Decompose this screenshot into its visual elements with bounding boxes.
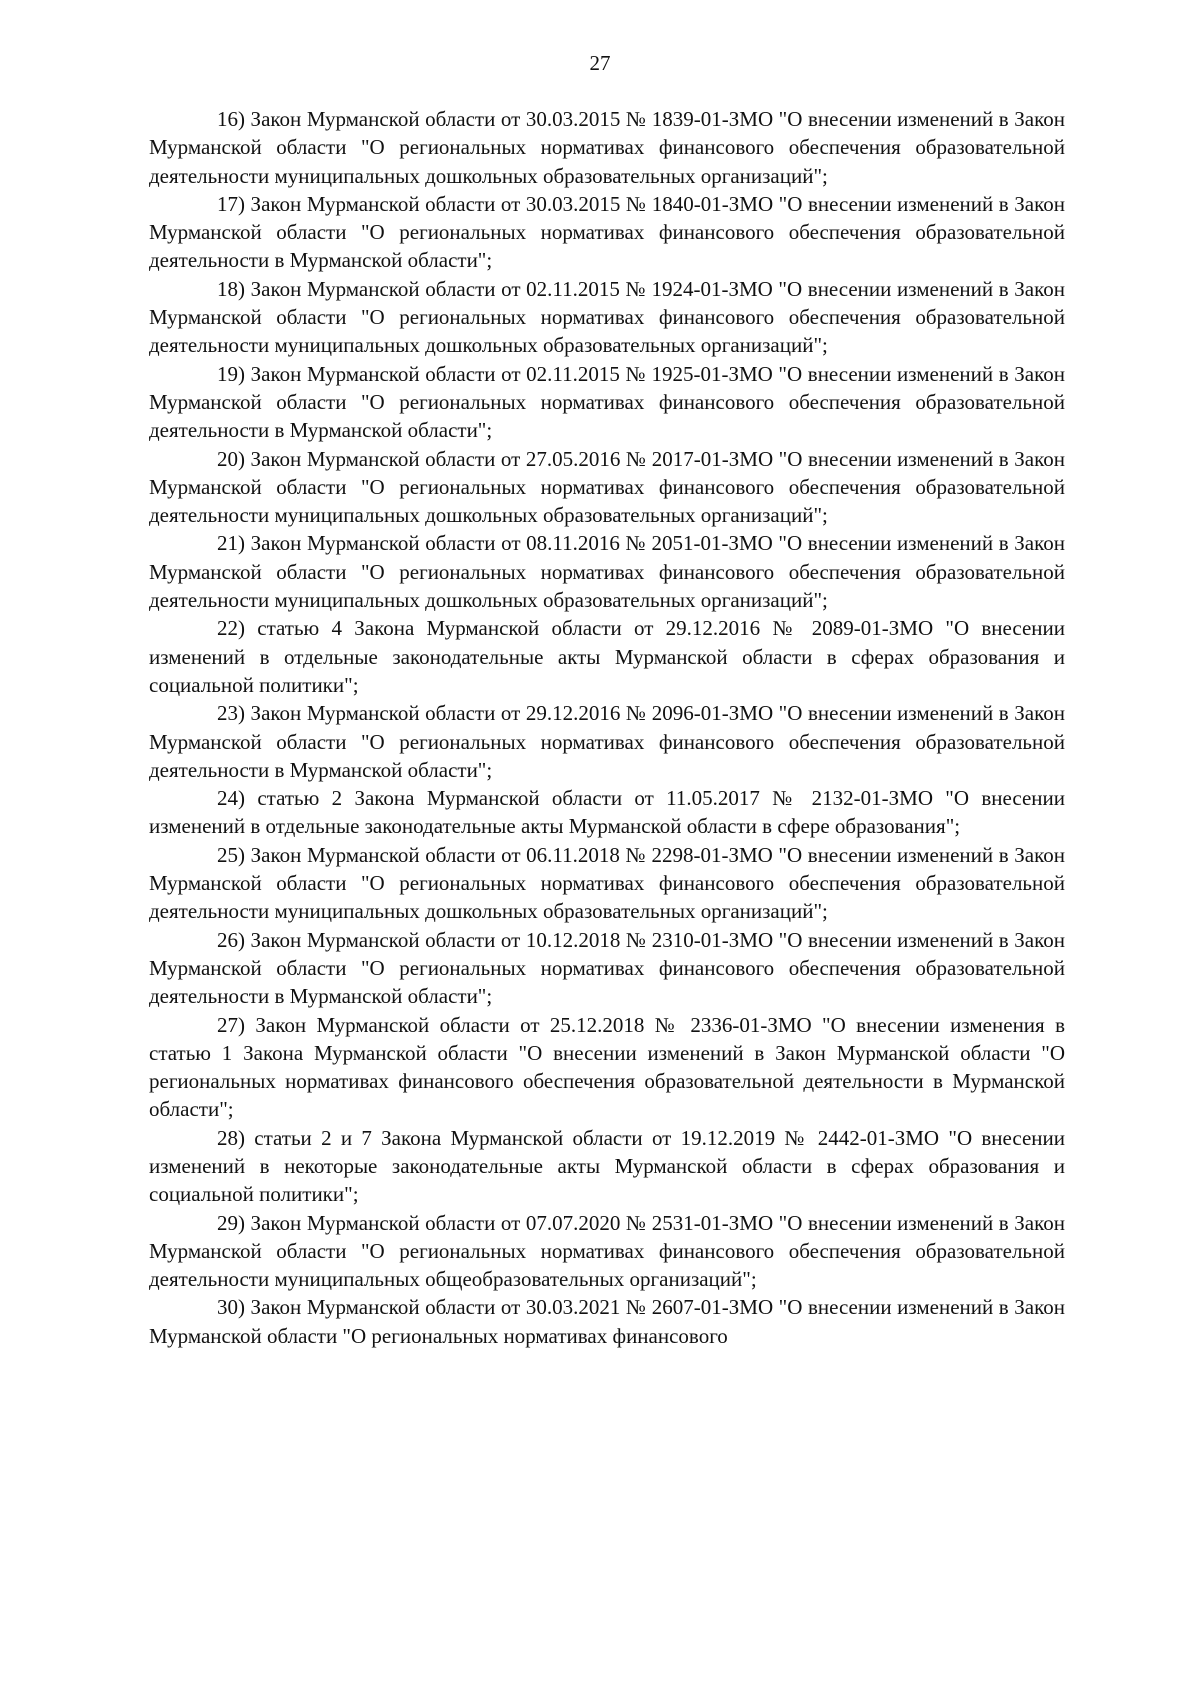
- list-item: 18) Закон Мурманской области от 02.11.2015 № 1924-01-ЗМО "О внесении изменений в Закон Мурманской области "О региональных нормативах финансового обеспечения образовательной деятельности муниципальных дошкольных образовательных организаций";: [149, 276, 1065, 358]
- list-item: 24) статью 2 Закона Мурманской области от 11.05.2017 № 2132-01-ЗМО "О внесении изменений в отдельные законодательные акты Мурманской области в сфере образования";: [149, 786, 1065, 839]
- list-item: 29) Закон Мурманской области от 07.07.2020 № 2531-01-ЗМО "О внесении изменений в Закон Мурманской области "О региональных нормативах финансового обеспечения образовательной деятельности муниципальных общеобразовательных организаций";: [149, 1210, 1065, 1292]
- document-body: [149, 105, 1065, 1350]
- list-item: 23) Закон Мурманской области от 29.12.2016 № 2096-01-ЗМО "О внесении изменений в Закон Мурманской области "О региональных нормативах финансового обеспечения образовательной деятельности в Мурманской области";: [149, 701, 1065, 782]
- list-item: 16) Закон Мурманской области от 30.03.2015 № 1839-01-ЗМО "О внесении изменений в Закон Мурманской области "О региональных нормативах финансового обеспечения образовательной деятельности муниципальных дошкольных образовательных организаций";: [149, 107, 1065, 188]
- list-item: 27) Закон Мурманской области от 25.12.2018 № 2336-01-ЗМО "О внесении изменения в статью 1 Закона Мурманской области "О внесении изменений в Закон Мурманской области "О региональных нормативах финансового обеспечения образовательной деятельности в Мурманской области";: [149, 1012, 1065, 1122]
- list-item: 20) Закон Мурманской области от 27.05.2016 № 2017-01-ЗМО "О внесении изменений в Закон Мурманской области "О региональных нормативах финансового обеспечения образовательной деятельности муниципальных дошкольных образовательных организаций";: [149, 446, 1065, 528]
- page-number: 27: [589, 51, 611, 75]
- list-item: 21) Закон Мурманской области от 08.11.2016 № 2051-01-ЗМО "О внесении изменений в Закон Мурманской области "О региональных нормативах финансового обеспечения образовательной деятельности муниципальных дошкольных образовательных организаций";: [149, 531, 1065, 613]
- list-item: 17) Закон Мурманской области от 30.03.2015 № 1840-01-ЗМО "О внесении изменений в Закон Мурманской области "О региональных нормативах финансового обеспечения образовательной деятельности в Мурманской области";: [149, 191, 1065, 273]
- list-item: 28) статьи 2 и 7 Закона Мурманской области от 19.12.2019 № 2442-01-ЗМО "О внесении изменений в некоторые законодательные акты Мурманской области в сферах образования и социальной политики";: [149, 1125, 1065, 1207]
- list-item: 30) Закон Мурманской области от 30.03.2021 № 2607-01-ЗМО "О внесении изменений в Закон Мурманской области "О региональных нормативах финансового: [149, 1295, 1065, 1348]
- list-item: 25) Закон Мурманской области от 06.11.2018 № 2298-01-ЗМО "О внесении изменений в Закон Мурманской области "О региональных нормативах финансового обеспечения образовательной деятельности муниципальных дошкольных образовательных организаций";: [149, 842, 1065, 924]
- list-item: 19) Закон Мурманской области от 02.11.2015 № 1925-01-ЗМО "О внесении изменений в Закон Мурманской области "О региональных нормативах финансового обеспечения образовательной деятельности в Мурманской области";: [149, 361, 1065, 443]
- list-item: 22) статью 4 Закона Мурманской области от 29.12.2016 № 2089-01-ЗМО "О внесении изменений в отдельные законодательные акты Мурманской области в сферах образования и социальной политики";: [149, 616, 1065, 697]
- list-item: 26) Закон Мурманской области от 10.12.2018 № 2310-01-ЗМО "О внесении изменений в Закон Мурманской области "О региональных нормативах финансового обеспечения образовательной деятельности в Мурманской области";: [149, 927, 1065, 1009]
